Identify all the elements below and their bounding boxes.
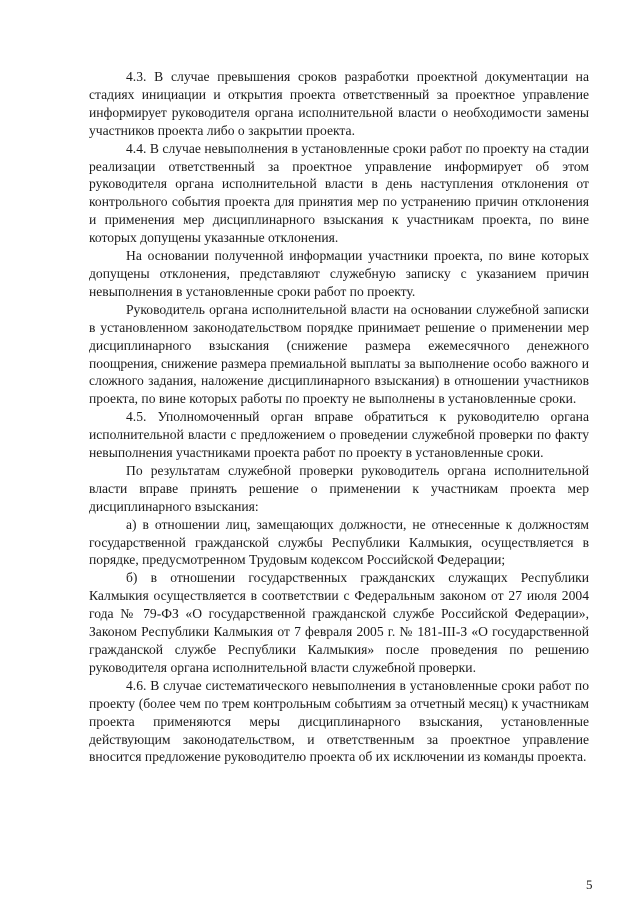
paragraph-4-6: 4.6. В случае систематического невыполнения в установленные сроки работ по проекту (более чем по трем контрольным событиям за отчетный месяц) к участникам проекта применяются меры дисциплинарного взыскания, установленные действующим законодательством, и ответственным за проектное управление вносится предложение руководителю проекта об их исключении из команды проекта. — [89, 677, 589, 765]
paragraph-4-4-decision: Руководитель органа исполнительной власти на основании служебной записки в установленном законодательством порядке принимает решение о применении мер дисциплинарного взыскания (снижение размера ежемесячного денежного поощрения, снижение размера премиальной выплаты за выполнение особо важного и сложного задания, наложение дисциплинарного взыскания) в отношении участников проекта, по вине которых работы по проекту не выполнены в установленные сроки. — [89, 301, 589, 407]
paragraph-4-4: 4.4. В случае невыполнения в установленные сроки работ по проекту на стадии реализации ответственный за проектное управление информирует об этом руководителя органа исполнительной власти в день наступления отклонения от контрольного события проекта для принятия мер по устранению причин отклонения и применения мер дисциплинарного взыскания к участникам проекта, по вине которых допущены указанные отклонения. — [89, 140, 589, 246]
page-number: 5 — [586, 877, 593, 892]
paragraph-4-3: 4.3. В случае превышения сроков разработки проектной документации на стадиях инициации и открытия проекта ответственный за проектное управление информирует руководителя органа исполнительной власти о необходимости замены участников проекта либо о закрытии проекта. — [89, 69, 589, 138]
paragraph-4-4-report: На основании полученной информации участники проекта, по вине которых допущены отклонения, представляют служебную записку с указанием причин невыполнения в установленные сроки работ по проекту. — [89, 248, 589, 299]
paragraph-4-5-inspection: По результатам служебной проверки руководитель органа исполнительной власти вправе принять решение о применении к участникам проекта мер дисциплинарного взыскания: — [89, 462, 589, 514]
paragraph-4-5-item-b: б) в отношении государственных гражданских служащих Республики Калмыкия осуществляется в соответствии с Федеральным законом от 27 июля 2004 года № 79-ФЗ «О государственной гражданской службе Российской Федерации», Законом Республики Калмыкия от 7 февраля 2005 г. № 181-III-З «О государственной гражданской службе Республики Калмыкия» после проведения по решению руководителя органа исполнительной власти служебной проверки. — [89, 570, 589, 675]
document-body — [89, 68, 589, 766]
paragraph-4-5: 4.5. Уполномоченный орган вправе обратиться к руководителю органа исполнительной власти с предложением о проведении служебной проверки по факту невыполнения участниками проекта работ по проекту в установленные сроки. — [89, 409, 589, 461]
paragraph-4-5-item-a: а) в отношении лиц, замещающих должности, не отнесенные к должностям государственной гражданской службы Республики Калмыкия, осуществляется в порядке, предусмотренном Трудовым кодексом Российской Федерации; — [89, 516, 589, 568]
